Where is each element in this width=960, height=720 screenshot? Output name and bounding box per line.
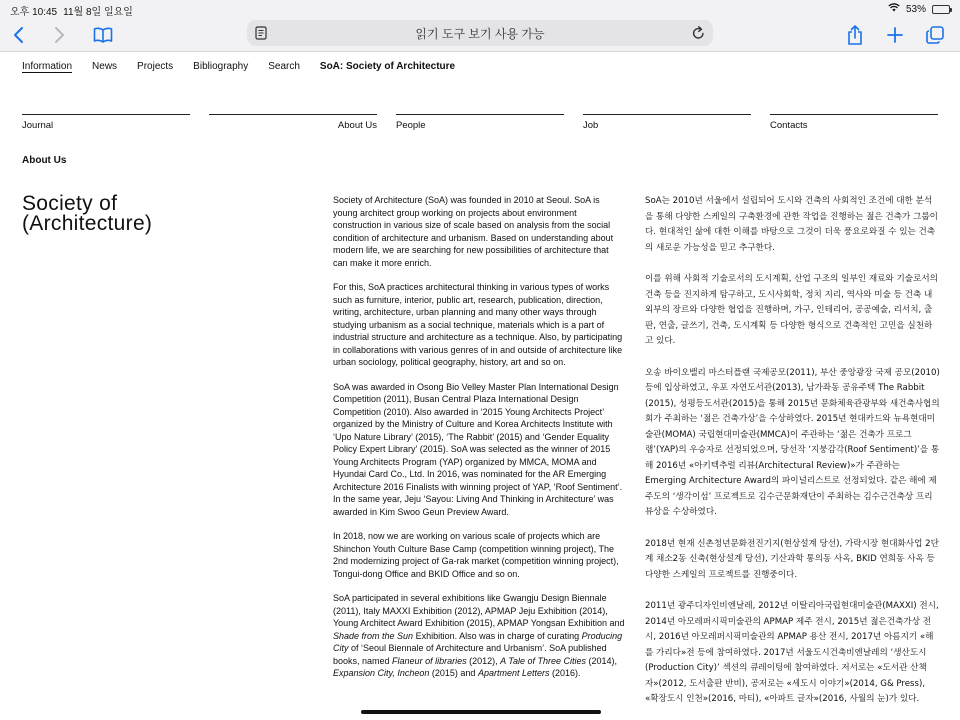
subnav-journal[interactable] (22, 114, 190, 131)
italic-title: Shade from the Sun (333, 630, 414, 641)
subnav-people-label: People (396, 120, 426, 131)
subnav-contacts-label: Contacts (770, 120, 808, 131)
english-paragraph-2: For this, SoA practices architectural thinking in various types of works such as furniture, interior, public art, research, publication, direction, writing, architecture, urban planning and many other ways through studying urbanism as a social technique, materials which is a part of industrial structure and architecture as a technique. Also, by participating in collaborations with various genres of in and outside of architecture like urban sociology, political geography, history, art and so on. (333, 282, 623, 367)
italic-title: Expansion City, Incheon (333, 668, 430, 678)
site-brand[interactable]: SoA: Society of Architecture (319, 61, 456, 72)
subnav-job[interactable] (583, 114, 751, 131)
subnav (22, 114, 940, 134)
italic-title: A Tale of Three Cities (500, 655, 586, 666)
subnav-journal-label: Journal (22, 120, 54, 131)
italic-title: Flaneur of libraries (392, 655, 467, 666)
site-nav (22, 61, 475, 72)
reader-icon[interactable] (255, 26, 267, 43)
nav-information[interactable]: Information (22, 61, 73, 72)
status-time: 오후 10:45 (10, 7, 58, 18)
forward-icon[interactable] (46, 22, 72, 48)
page-title (22, 194, 152, 234)
english-paragraph-1: Society of Architecture (SoA) was founded in 2010 at Seoul. SoA is young architect group working on projects about environment construction in various size of scale based on analysis from the social condition of architecture and urbanism. Based on understanding about modern life, we are searching for new possibilities of architecture that can make it more enrich. (333, 195, 614, 268)
nav-projects[interactable]: Projects (137, 61, 174, 72)
nav-bibliography[interactable]: Bibliography (193, 61, 249, 72)
page-title-line-2: (Architecture) (22, 212, 153, 235)
bookmarks-icon[interactable] (90, 22, 116, 48)
address-text: 읽기 도구 보기 사용 가능 (415, 26, 545, 41)
english-paragraph-5 (333, 592, 625, 680)
tabs-icon[interactable] (922, 22, 948, 48)
share-icon[interactable] (842, 22, 868, 48)
status-bar (0, 0, 960, 18)
battery-icon (932, 5, 950, 14)
nav-search[interactable]: Search (268, 61, 300, 72)
english-paragraph-3: SoA was awarded in Osong Bio Velley Master Plan International Design Competition (2011), Busan Central Plaza International Design Competition (2010). Also awarded in ‘2015 Young Architects Project’ organized by the Ministry of Culture and Korea Architects Institute with ‘Upo Nature Library’ (2015), ‘The Rabbit’ (2015) and ‘Gender Equality Policy Expert Library’ (2015). SoA was selected as the winner of 2015 Young Architects Program (YAP) organized by MMCA, MOMA and Hyundai Card Co., Ltd. In 2016, was nominated for the AR Emerging Architecture 2016 Finalists with winning project of YAP, ‘Roof Sentiment’. In the same year, Jeju ‘Sayou: Living And Thinking in Architecture’ was awarded in Kim Swoo Geun Preview Award. (333, 381, 623, 517)
italic-title: Apartment Letters (477, 668, 550, 678)
text-run: (2014), (585, 655, 618, 666)
nav-news[interactable]: News (92, 61, 118, 72)
subnav-about-us[interactable] (209, 114, 377, 131)
page-title-line-1: Society of (22, 192, 118, 215)
plus-icon[interactable] (882, 22, 908, 48)
subnav-contacts[interactable] (770, 114, 938, 131)
subnav-about-us-label: About Us (337, 120, 377, 131)
browser-toolbar (0, 18, 960, 52)
text-run: SoA participated in several exhibitions like Gwangju Design Biennale (2011), Italy MAXXI Exhibition (2012), APMAP Jeju Exhibition (2014), Young Architect Award Exhibition (2015), APMAP Yongsan Exhibition and (333, 593, 625, 628)
korean-text-column (645, 194, 940, 720)
text-run: (2016). (549, 668, 581, 678)
text-run: Exhibition. Also was in charge of curating (413, 630, 582, 641)
home-indicator[interactable] (361, 710, 601, 714)
section-label: About Us (22, 155, 67, 166)
korean-paragraph-3: 오송 바이오밸리 마스터플랜 국제공모(2011), 부산 중앙광장 국제 공모(2010) 등에 입상하였고, 우포 자연도서관(2013), 남가좌동 공유주택 The Rabbit (2015), 성평등도서관(2015)을 통해 2015년 문화체육관광부와 새건축사협의회가 주최하는 ‘젊은 건축가상’을 수상하였다. 2015년 현대카드와 뉴욕현대미술관(MOMA) 국립현대미술관(MMCA)이 주관하는 ‘젊은 건축가 프로그램’(YAP)의 우승자로 선정되었으며, 당선작 ‘지붕감각(Roof Sentiment)’을 통해 2016년 «아키텍추럴 리뷰(Architectural Review)»가 주관하는 Emerging Architecture Award의 파이널리스트로 선정되었다. 같은 해에 제주도의 ‘생각이섬’ 프로젝트로 김수근문화재단이 주최하는 김수근건축상 프리뷰상을 수상하였다. (645, 367, 940, 517)
italic-title: Producing City (333, 630, 623, 653)
korean-paragraph-5: 2011년 광주디자인비엔날레, 2012년 이탈리아국립현대미술관(MAXXI) 전시, 2014년 아모레퍼시픽미술관의 APMAP 제주 전시, 2015년 젊은건축가상 전시, 2016년 아모레퍼시픽미술관의 APMAP 용산 전시, 2017년 아름지기 «해를 가리다»전 등에 참여하였다. 2017년 서울도시건축비엔날레의 ‘생산도시(Production City)’ 섹션의 큐레이팅에 참여하였다. 저서로는 «도서관 산책자»(2012, 도서출판 반비), 공저로는 «세도시 이야기»(2014, G& Press), «확장도시 인천»(2016, 마티), «아파트 글자»(2016, 사월의 눈)가 있다. (645, 601, 939, 704)
text-run: (2012), (466, 655, 501, 666)
korean-paragraph-4: 2018년 현재 신촌청년문화전진기지(현상설계 당선), 가락시장 현대화사업 2단계 채소2동 신축(현상설계 당선), 기산과학 통의동 사옥, BKID 연희동 사옥 등 다양한 스케일의 프로젝트를 진행중이다. (645, 538, 939, 580)
text-run: (2015) and (429, 668, 478, 678)
text-run: of ‘Seoul Biennale of Architecture and Urbanism’. SoA published books, named (333, 643, 607, 666)
korean-paragraph-2: 이를 위해 사회적 기술로서의 도시계획, 산업 구조의 일부인 재료와 기술로서의 건축 등을 진지하게 탐구하고, 도시사회학, 정치 지리, 역사와 미술 등 건축 내외부의 장르와 다양한 협업을 진행하며, 가구, 인테리어, 공공예술, 리서치, 출판, 연출, 글쓰기, 건축, 도시계획 등 다양한 형식으로 건축적인 고민을 실천하고 있다. (645, 274, 938, 346)
back-icon[interactable] (6, 22, 32, 48)
wifi-icon (888, 3, 900, 15)
reload-icon[interactable] (692, 26, 705, 43)
english-text-column (333, 194, 625, 692)
battery-percent: 53% (905, 3, 926, 15)
subnav-people[interactable] (396, 114, 564, 131)
english-paragraph-4: In 2018, now we are working on various scale of projects which are Shinchon Youth Culture Base Camp (competition winning project), The 2nd modernizing project of Ga-rak market (competition winning project), Tongui-dong Office and BKID Office and so on. (333, 531, 619, 579)
korean-paragraph-1: SoA는 2010년 서울에서 설립되어 도시와 건축의 사회적인 조건에 대한 분석을 통해 다양한 스케일의 구축환경에 관한 작업을 진행하는 젊은 건축가 그룹이다. 현대적인 삶에 대한 이해를 바탕으로 그것이 더욱 풍요로와질 수 있는 건축의 새로운 가능성을 믿고 추구한다. (645, 196, 938, 253)
status-date: 11월 8일 일요일 (63, 7, 133, 18)
address-bar[interactable] (247, 20, 713, 46)
subnav-job-label: Job (583, 120, 599, 131)
